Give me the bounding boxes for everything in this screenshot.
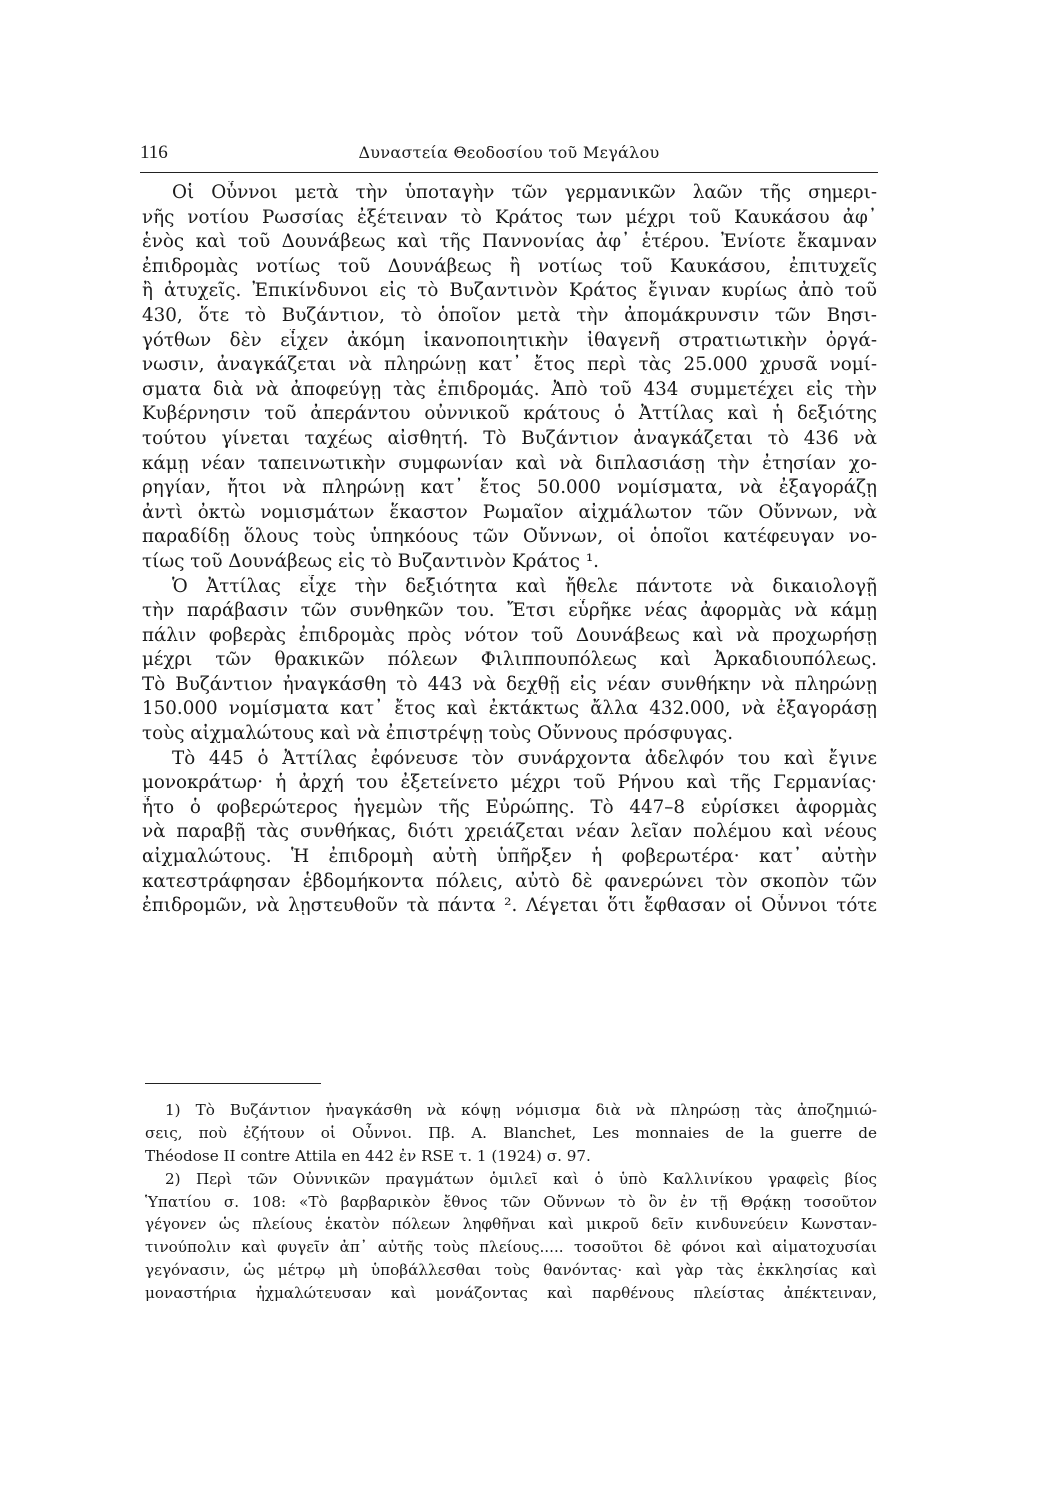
footnote-rule bbox=[145, 1083, 321, 1084]
text-line: γότθων δὲν εἶχεν ἀκόμη ἱκανοποιητικὴν ἰθαγενῆ στρατιωτικὴν ὀργά- bbox=[142, 329, 877, 351]
text-line: Τὸ Βυζάντιον ἠναγκάσθη τὸ 443 νὰ δεχθῇ εἰς νέαν συνθήκην νὰ πληρώνῃ bbox=[142, 673, 877, 695]
footnotes bbox=[145, 1099, 877, 1305]
text-line: Τὸ 445 ὁ Ἀττίλας ἐφόνευσε τὸν συνάρχοντα ἀδελφόν του καὶ ἔγινε bbox=[172, 747, 877, 769]
text-line: νῆς νοτίου Ρωσσίας ἐξέτειναν τὸ Κράτος των μέχρι τοῦ Καυκάσου ἀφ᾽ bbox=[142, 206, 877, 228]
text-line: κατεστράφησαν ἑβδομήκοντα πόλεις, αὐτὸ δὲ φανερώνει τὸν σκοπὸν τῶν bbox=[142, 870, 877, 892]
text-line: τίως τοῦ Δουνάβεως εἰς τὸ Βυζαντινὸν Κράτος ¹. bbox=[142, 550, 599, 572]
text-line: τοὺς αἰχμαλώτους καὶ νὰ ἐπιστρέψῃ τοὺς Οὔννους πρόσφυγας. bbox=[142, 723, 734, 745]
text-line: ἑνὸς καὶ τοῦ Δουνάβεως καὶ τῆς Παννονίας ἀφ᾽ ἑτέρου. Ἐνίοτε ἔκαμναν bbox=[142, 231, 877, 253]
text-line: ἐπιδρομῶν, νὰ λῃστευθοῦν τὰ πάντα ². Λέγεται ὅτι ἔφθασαν οἱ Οὖννοι τότε bbox=[142, 895, 877, 917]
text-line: νὰ παραβῇ τὰς συνθήκας, διότι χρειάζεται νέαν λεῖαν πολέμου καὶ νέους bbox=[142, 821, 877, 843]
text-line: Ὁ Ἀττίλας εἶχε τὴν δεξιότητα καὶ ἤθελε πάντοτε νὰ δικαιολογῇ bbox=[172, 575, 877, 597]
text-line: ἦτο ὁ φοβερώτερος ἡγεμὼν τῆς Εὐρώπης. Τὸ 447–8 εὑρίσκει ἀφορμὰς bbox=[142, 796, 877, 818]
text-line: ρηγίαν, ἤτοι νὰ πληρώνῃ κατ᾽ ἔτος 50.000 νομίσματα, νὰ ἐξαγοράζῃ bbox=[142, 477, 877, 499]
footnote-line: σεις, ποὺ ἐζήτουν οἱ Οὖννοι. Πβ. A. Blanchet, Les monnaies de la guerre de bbox=[145, 1123, 877, 1142]
header-rule bbox=[140, 172, 878, 173]
footnote-line: 2) Περὶ τῶν Οὐννικῶν πραγμάτων ὁμιλεῖ καὶ ὁ ὑπὸ Καλλινίκου γραφεὶς βίος bbox=[165, 1169, 877, 1188]
text-line: 430, ὅτε τὸ Βυζάντιον, τὸ ὁποῖον μετὰ τὴν ἀπομάκρυνσιν τῶν Βησι- bbox=[142, 304, 877, 326]
text-line: 150.000 νομίσματα κατ᾽ ἔτος καὶ ἐκτάκτως ἄλλα 432.000, νὰ ἐξαγοράσῃ bbox=[142, 698, 877, 720]
text-line: ἢ ἀτυχεῖς. Ἐπικίνδυνοι εἰς τὸ Βυζαντινὸν Κράτος ἔγιναν κυρίως ἀπὸ τοῦ bbox=[142, 280, 877, 302]
text-line: ἀντὶ ὀκτὼ νομισμάτων ἕκαστον Ρωμαῖον αἰχμάλωτον τῶν Οὔννων, νὰ bbox=[142, 501, 877, 523]
main-text bbox=[142, 181, 877, 919]
running-title: Δυναστεία Θεοδοσίου τοῦ Μεγάλου bbox=[358, 143, 660, 162]
footnote-line: Ὑπατίου σ. 108: «Τὸ βαρβαρικὸν ἔθνος τῶν Οὔννων τὸ ὂν ἐν τῇ Θρᾴκῃ τοσοῦτον bbox=[145, 1192, 877, 1211]
text-line: σματα διὰ νὰ ἀποφεύγῃ τὰς ἐπιδρομάς. Ἀπὸ τοῦ 434 συμμετέχει εἰς τὴν bbox=[142, 378, 877, 400]
footnote-line: μοναστήρια ἠχμαλώτευσαν καὶ μονάζοντας καὶ παρθένους πλείστας ἀπέκτειναν, bbox=[145, 1284, 877, 1303]
footnote-line: 1) Τὸ Βυζάντιον ἠναγκάσθη νὰ κόψῃ νόμισμα διὰ νὰ πληρώσῃ τὰς ἀποζημιώ- bbox=[165, 1101, 877, 1119]
text-line: αἰχμαλώτους. Ἡ ἐπιδρομὴ αὐτὴ ὑπῆρξεν ἡ φοβερωτέρα· κατ᾽ αὐτὴν bbox=[142, 846, 877, 868]
footnote-line: τινούπολιν καὶ φυγεῖν ἀπ᾽ αὐτῆς τοὺς πλείους..... τοσοῦτοι δὲ φόνοι καὶ αἱματοχυσίαι bbox=[145, 1238, 877, 1257]
text-line: μέχρι τῶν θρακικῶν πόλεων Φιλιππουπόλεως καὶ Ἀρκαδιουπόλεως. bbox=[142, 649, 877, 671]
text-line: Κυβέρνησιν τοῦ ἀπεράντου οὐννικοῦ κράτους ὁ Ἀττίλας καὶ ἡ δεξιότης bbox=[142, 403, 877, 425]
text-line: νωσιν, ἀναγκάζεται νὰ πληρώνῃ κατ᾽ ἔτος περὶ τὰς 25.000 χρυσᾶ νομί- bbox=[142, 354, 877, 376]
text-line: ἐπιδρομὰς νοτίως τοῦ Δουνάβεως ἢ νοτίως τοῦ Καυκάσου, ἐπιτυχεῖς bbox=[142, 255, 877, 277]
text-line: Οἱ Οὖννοι μετὰ τὴν ὑποταγὴν τῶν γερμανικῶν λαῶν τῆς σημερι- bbox=[172, 182, 877, 203]
footnote-line: Théodose II contre Attila en 442 ἐν RSE τ. 1 (1924) σ. 97. bbox=[145, 1146, 591, 1165]
text-line: πάλιν φοβερὰς ἐπιδρομὰς πρὸς νότον τοῦ Δουνάβεως καὶ νὰ προχωρήσῃ bbox=[142, 624, 877, 646]
text-line: παραδίδῃ ὅλους τοὺς ὑπηκόους τῶν Οὔννων, οἱ ὁποῖοι κατέφευγαν νο- bbox=[142, 526, 877, 548]
text-line: μονοκράτωρ· ἡ ἀρχή του ἐξετείνετο μέχρι τοῦ Ρήνου καὶ τῆς Γερμανίας· bbox=[142, 772, 877, 794]
page-number: 116 bbox=[140, 142, 168, 163]
text-line: κάμῃ νέαν ταπεινωτικὴν συμφωνίαν καὶ νὰ διπλασιάσῃ τὴν ἐτησίαν χο- bbox=[142, 452, 877, 474]
footnote-line: γεγόνασιν, ὡς μέτρῳ μὴ ὑποβάλλεσθαι τοὺς θανόντας· καὶ γὰρ τὰς ἐκκλησίας καὶ bbox=[145, 1261, 877, 1280]
text-line: τούτου γίνεται ταχέως αἰσθητή. Τὸ Βυζάντιον ἀναγκάζεται τὸ 436 νὰ bbox=[142, 427, 877, 449]
text-line: τὴν παράβασιν τῶν συνθηκῶν του. Ἔτσι εὗρῆκε νέας ἀφορμὰς νὰ κάμῃ bbox=[142, 600, 877, 622]
page-header bbox=[140, 142, 878, 172]
footnote-line: γέγονεν ὡς πλείους ἑκατὸν πόλεων ληφθῆναι καὶ μικροῦ δεῖν κινδυνεύειν Κωνσταν- bbox=[145, 1215, 877, 1234]
